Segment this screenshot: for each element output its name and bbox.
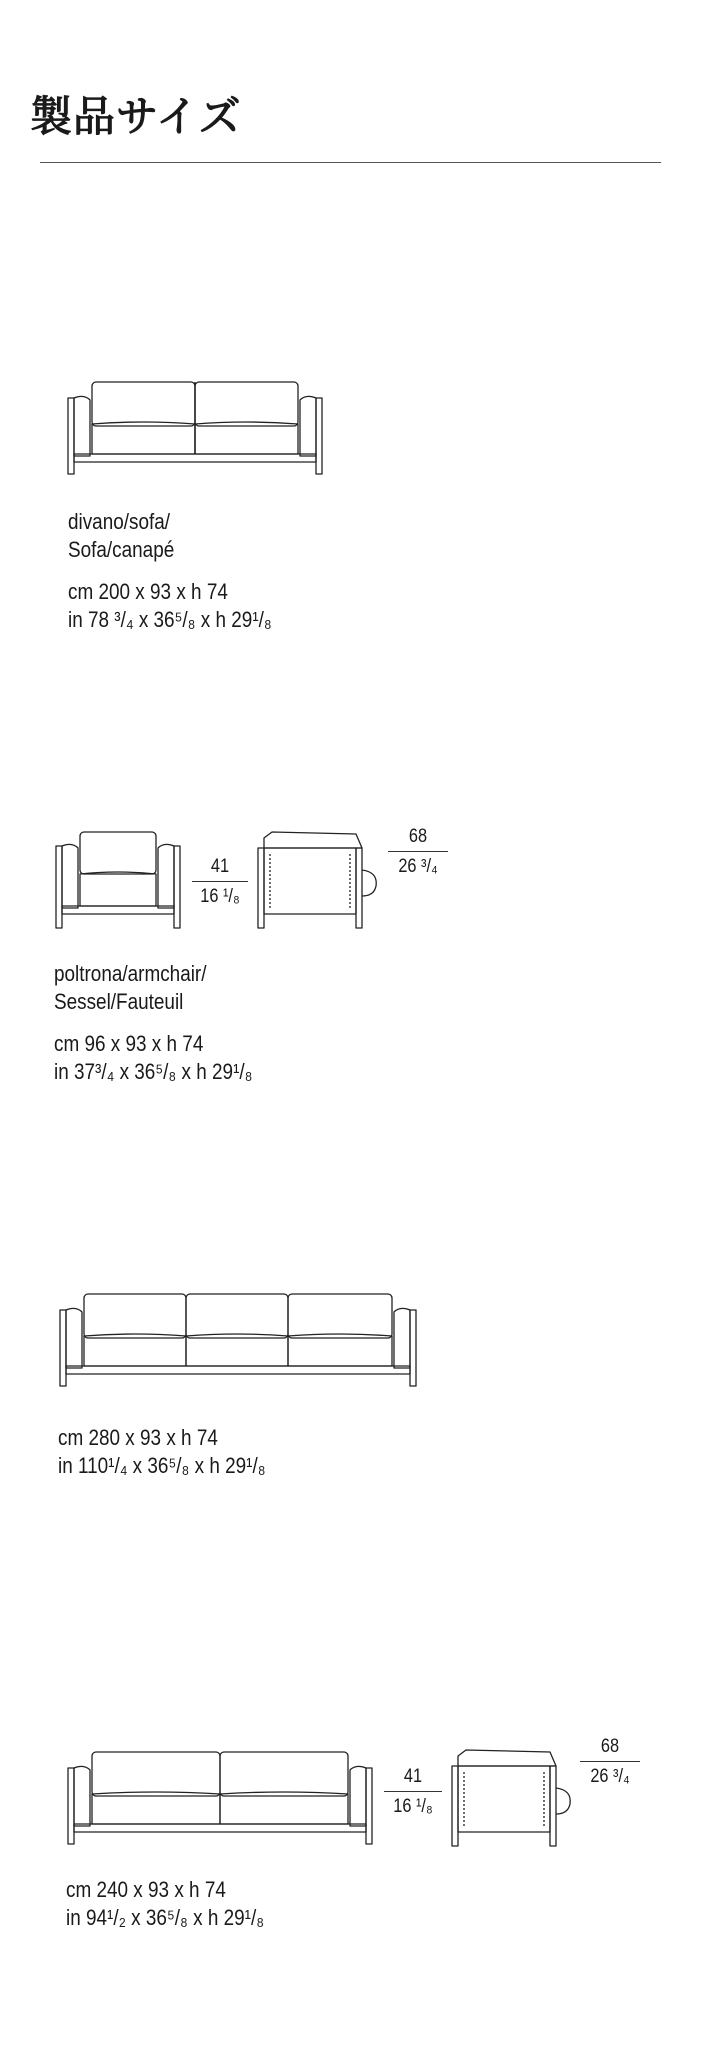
sofa-200-name: divano/sofa/ [68, 509, 171, 534]
title-divider [40, 162, 661, 163]
sofa-280-front-drawing [58, 1290, 418, 1390]
armchair-seat-height-in: 16 ¹/₈ [200, 886, 240, 907]
armchair-seat-height-cm: 41 [210, 856, 230, 877]
sofa-240-seat-height-cm: 41 [403, 1766, 423, 1787]
sofa-240-arm-height-cm: 68 [600, 1736, 620, 1757]
sofa-240-arm-height-divider [580, 1761, 640, 1762]
armchair-name-localized: Sessel/Fauteuil [54, 989, 184, 1014]
sofa-280-dimensions-cm: cm 280 x 93 x h 74 [58, 1425, 218, 1450]
sofa-240-seat-height-in: 16 ¹/₈ [393, 1796, 433, 1817]
sofa-240-dimensions-cm: cm 240 x 93 x h 74 [66, 1877, 226, 1902]
sofa-240-front-drawing [66, 1748, 374, 1848]
armchair-front-drawing [54, 830, 182, 930]
armchair-side-drawing [256, 830, 386, 930]
sofa-200-name-localized: Sofa/canapé [68, 537, 175, 562]
armchair-seat-height-divider [192, 881, 248, 882]
sofa-240-arm-height-in: 26 ³/₄ [590, 1766, 630, 1787]
sofa-200-dimensions-in: in 78 ³/₄ x 36⁵/₈ x h 29¹/₈ [68, 607, 272, 632]
sofa-200-dimensions-cm: cm 200 x 93 x h 74 [68, 579, 228, 604]
armchair-arm-height-cm: 68 [408, 826, 428, 847]
page-title: 製品サイズ [30, 92, 242, 141]
armchair-arm-height-in: 26 ³/₄ [398, 856, 438, 877]
armchair-name: poltrona/armchair/ [54, 961, 207, 986]
armchair-arm-height-divider [388, 851, 448, 852]
armchair-dimensions-cm: cm 96 x 93 x h 74 [54, 1031, 204, 1056]
sofa-240-seat-height-divider [384, 1791, 442, 1792]
sofa-200-front-drawing [64, 378, 326, 478]
sofa-240-side-drawing [450, 1748, 578, 1848]
armchair-dimensions-in: in 37³/₄ x 36⁵/₈ x h 29¹/₈ [54, 1059, 253, 1084]
sofa-240-dimensions-in: in 94¹/₂ x 36⁵/₈ x h 29¹/₈ [66, 1905, 265, 1930]
sofa-280-dimensions-in: in 110¹/₄ x 36⁵/₈ x h 29¹/₈ [58, 1453, 266, 1478]
